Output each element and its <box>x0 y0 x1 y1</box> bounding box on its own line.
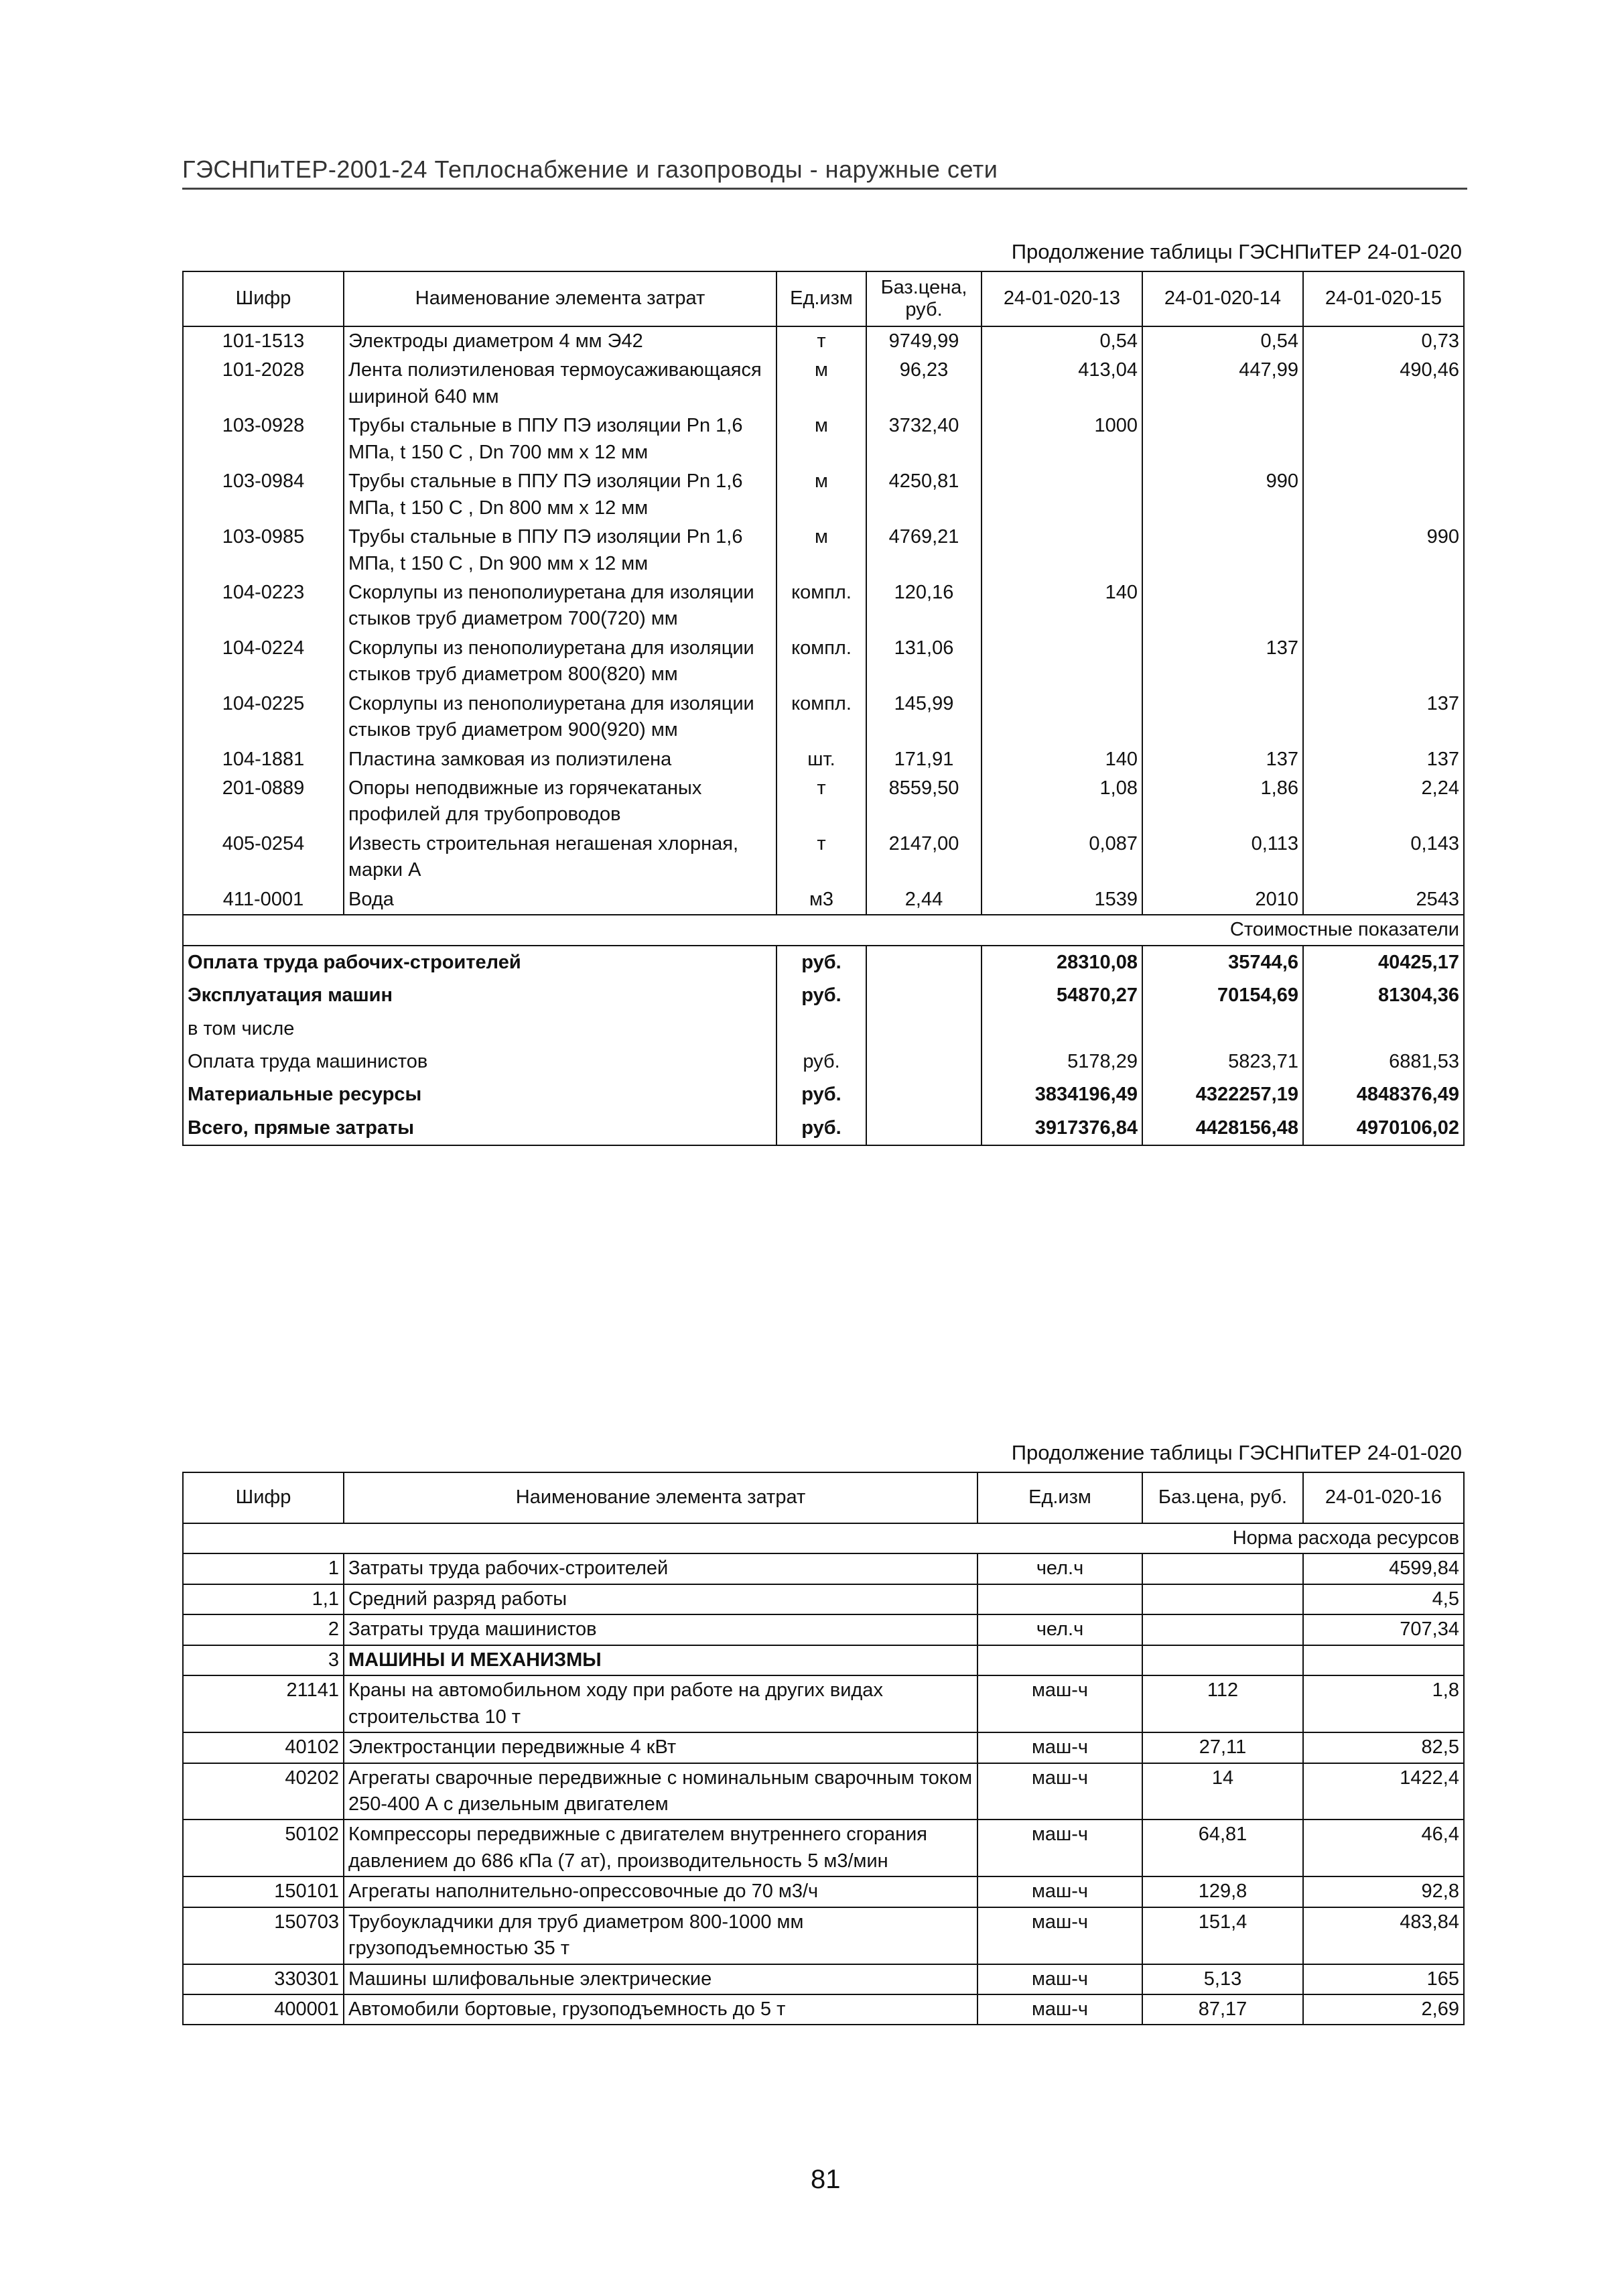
table-row <box>183 774 1464 830</box>
row-unit: т <box>776 326 866 356</box>
summary-name: Оплата труда машинистов <box>183 1045 776 1078</box>
summary-value-14 <box>1142 1013 1303 1045</box>
row-value-14: 0,54 <box>1142 326 1303 356</box>
row-price: 145,99 <box>866 690 982 745</box>
table-row <box>183 523 1464 578</box>
row-price <box>1142 1614 1303 1645</box>
row-value-15: 0,73 <box>1303 326 1464 356</box>
row-value-16: 483,84 <box>1303 1907 1464 1964</box>
row-value-14 <box>1142 523 1303 578</box>
row-name: Агрегаты наполнительно-опрессовочные до 70 м3/ч <box>344 1876 977 1907</box>
row-unit: м <box>776 356 866 411</box>
row-name: Затраты труда рабочих-строителей <box>344 1553 977 1584</box>
row-value-13: 413,04 <box>982 356 1142 411</box>
table-row <box>183 1614 1464 1645</box>
row-price: 151,4 <box>1142 1907 1303 1964</box>
row-code: 50102 <box>183 1820 344 1876</box>
row-price: 14 <box>1142 1763 1303 1820</box>
row-code: 103-0928 <box>183 411 344 467</box>
summary-row <box>183 946 1464 979</box>
table-row <box>183 1876 1464 1907</box>
summary-value-14: 35744,6 <box>1142 946 1303 979</box>
summary-value-14: 5823,71 <box>1142 1045 1303 1078</box>
summary-name: в том числе <box>183 1013 776 1045</box>
table-row <box>183 690 1464 745</box>
row-value-13: 140 <box>982 578 1142 634</box>
row-code: 104-0223 <box>183 578 344 634</box>
summary-row <box>183 1078 1464 1111</box>
row-value-13: 1000 <box>982 411 1142 467</box>
summary-value-15: 6881,53 <box>1303 1045 1464 1078</box>
summary-value-14: 4428156,48 <box>1142 1112 1303 1145</box>
row-unit: т <box>776 830 866 885</box>
row-code: 101-1513 <box>183 326 344 356</box>
table-row <box>183 411 1464 467</box>
row-unit: маш-ч <box>977 1907 1142 1964</box>
row-name: Опоры неподвижные из горячекатаных профилей для трубопроводов <box>344 774 776 830</box>
row-value-14: 447,99 <box>1142 356 1303 411</box>
row-price: 9749,99 <box>866 326 982 356</box>
col-header-price: Баз.цена, руб. <box>866 271 982 326</box>
row-price: 27,11 <box>1142 1732 1303 1763</box>
page-number: 81 <box>811 2165 841 2194</box>
row-price: 5,13 <box>1142 1964 1303 1994</box>
row-price: 3732,40 <box>866 411 982 467</box>
row-unit: маш-ч <box>977 1763 1142 1820</box>
row-unit: маш-ч <box>977 1964 1142 1994</box>
row-code: 405-0254 <box>183 830 344 885</box>
row-code: 21141 <box>183 1675 344 1732</box>
row-code: 2 <box>183 1614 344 1645</box>
summary-unit <box>776 1013 866 1045</box>
row-name: Скорлупы из пенополиуретана для изоляции стыков труб диаметром 700(720) мм <box>344 578 776 634</box>
summary-unit: руб. <box>776 1112 866 1145</box>
row-value-16: 46,4 <box>1303 1820 1464 1876</box>
col-header-24-01-020-13: 24-01-020-13 <box>982 271 1142 326</box>
row-price <box>1142 1645 1303 1675</box>
row-value-14 <box>1142 690 1303 745</box>
row-value-13 <box>982 690 1142 745</box>
summary-price-empty <box>866 1045 982 1078</box>
table-row <box>183 634 1464 690</box>
table-row <box>183 1994 1464 2025</box>
row-name: Агрегаты сварочные передвижные с номинальным сварочным током 250-400 А с дизельным двигателем <box>344 1763 977 1820</box>
row-value-15: 2,24 <box>1303 774 1464 830</box>
section-cost-indicators: Стоимостные показатели <box>183 915 1464 945</box>
row-value-15: 990 <box>1303 523 1464 578</box>
col2-header-code: Шифр <box>183 1472 344 1523</box>
row-code: 104-0224 <box>183 634 344 690</box>
row-code: 40202 <box>183 1763 344 1820</box>
col-header-24-01-020-14: 24-01-020-14 <box>1142 271 1303 326</box>
row-value-16: 2,69 <box>1303 1994 1464 2025</box>
row-code: 104-0225 <box>183 690 344 745</box>
col-header-name: Наименование элемента затрат <box>344 271 776 326</box>
row-value-15: 0,143 <box>1303 830 1464 885</box>
row-code: 1,1 <box>183 1584 344 1614</box>
table-row <box>183 1763 1464 1820</box>
row-name: Затраты труда машинистов <box>344 1614 977 1645</box>
row-value-15: 490,46 <box>1303 356 1464 411</box>
row-name: Пластина замковая из полиэтилена <box>344 745 776 774</box>
row-unit: шт. <box>776 745 866 774</box>
row-unit: т <box>776 774 866 830</box>
summary-name: Материальные ресурсы <box>183 1078 776 1111</box>
table-row <box>183 467 1464 523</box>
summary-row <box>183 979 1464 1012</box>
summary-price-empty <box>866 1078 982 1111</box>
row-name: Вода <box>344 885 776 915</box>
row-value-13: 140 <box>982 745 1142 774</box>
row-price <box>1142 1553 1303 1584</box>
table-row <box>183 1553 1464 1584</box>
row-price: 4769,21 <box>866 523 982 578</box>
row-name: Лента полиэтиленовая термоусаживающаяся шириной 640 мм <box>344 356 776 411</box>
table1-caption: Продолжение таблицы ГЭСНПиТЕР 24-01-020 <box>1011 240 1462 263</box>
summary-row <box>183 1045 1464 1078</box>
row-value-16 <box>1303 1645 1464 1675</box>
row-price: 112 <box>1142 1675 1303 1732</box>
row-unit: маш-ч <box>977 1994 1142 2025</box>
row-unit: маш-ч <box>977 1675 1142 1732</box>
table-row <box>183 1732 1464 1763</box>
row-unit: компл. <box>776 690 866 745</box>
row-unit <box>977 1584 1142 1614</box>
row-unit: м3 <box>776 885 866 915</box>
row-unit: м <box>776 467 866 523</box>
row-value-14: 2010 <box>1142 885 1303 915</box>
row-value-15: 137 <box>1303 745 1464 774</box>
row-value-16: 4,5 <box>1303 1584 1464 1614</box>
row-unit: м <box>776 523 866 578</box>
row-name: Трубоукладчики для труб диаметром 800-1000 мм грузоподъемностью 35 т <box>344 1907 977 1964</box>
row-price <box>1142 1584 1303 1614</box>
row-value-14 <box>1142 578 1303 634</box>
summary-unit: руб. <box>776 1078 866 1111</box>
row-price: 2147,00 <box>866 830 982 885</box>
row-code: 411-0001 <box>183 885 344 915</box>
row-value-13: 1539 <box>982 885 1142 915</box>
row-code: 400001 <box>183 1994 344 2025</box>
row-value-14 <box>1142 411 1303 467</box>
row-value-14: 1,86 <box>1142 774 1303 830</box>
row-value-15: 2543 <box>1303 885 1464 915</box>
row-unit: маш-ч <box>977 1732 1142 1763</box>
row-code: 150703 <box>183 1907 344 1964</box>
row-code: 150101 <box>183 1876 344 1907</box>
summary-value-13: 28310,08 <box>982 946 1142 979</box>
row-name: Средний разряд работы <box>344 1584 977 1614</box>
summary-value-13 <box>982 1013 1142 1045</box>
row-value-15 <box>1303 467 1464 523</box>
row-value-16: 707,34 <box>1303 1614 1464 1645</box>
table-row <box>183 1820 1464 1876</box>
table1 <box>182 271 1465 1146</box>
row-name: Трубы стальные в ППУ ПЭ изоляции Pn 1,6 МПа, t 150 С , Dn 800 мм х 12 мм <box>344 467 776 523</box>
summary-value-15: 4970106,02 <box>1303 1112 1464 1145</box>
summary-unit: руб. <box>776 946 866 979</box>
row-name: Краны на автомобильном ходу при работе на других видах строительства 10 т <box>344 1675 977 1732</box>
row-name: Трубы стальные в ППУ ПЭ изоляции Pn 1,6 МПа, t 150 С , Dn 700 мм х 12 мм <box>344 411 776 467</box>
row-code: 101-2028 <box>183 356 344 411</box>
row-name: Электростанции передвижные 4 кВт <box>344 1732 977 1763</box>
table-row <box>183 1675 1464 1732</box>
table-row <box>183 1584 1464 1614</box>
row-price: 129,8 <box>1142 1876 1303 1907</box>
row-value-16: 92,8 <box>1303 1876 1464 1907</box>
col-header-code: Шифр <box>183 271 344 326</box>
row-code: 1 <box>183 1553 344 1584</box>
row-value-13 <box>982 634 1142 690</box>
row-value-13: 1,08 <box>982 774 1142 830</box>
row-name: Автомобили бортовые, грузоподъемность до 5 т <box>344 1994 977 2025</box>
row-name: Трубы стальные в ППУ ПЭ изоляции Pn 1,6 МПа, t 150 С , Dn 900 мм х 12 мм <box>344 523 776 578</box>
table-row <box>183 1907 1464 1964</box>
row-price: 131,06 <box>866 634 982 690</box>
col2-header-24-01-020-16: 24-01-020-16 <box>1303 1472 1464 1523</box>
row-unit: маш-ч <box>977 1876 1142 1907</box>
table2-caption: Продолжение таблицы ГЭСНПиТЕР 24-01-020 <box>1011 1441 1462 1464</box>
row-value-13: 0,54 <box>982 326 1142 356</box>
table-row <box>183 578 1464 634</box>
summary-price-empty <box>866 946 982 979</box>
row-value-15 <box>1303 634 1464 690</box>
table2-body <box>183 1553 1464 2025</box>
row-unit: чел.ч <box>977 1614 1142 1645</box>
row-unit: чел.ч <box>977 1553 1142 1584</box>
row-value-16: 165 <box>1303 1964 1464 1994</box>
summary-price-empty <box>866 1112 982 1145</box>
row-value-15: 137 <box>1303 690 1464 745</box>
row-value-14: 990 <box>1142 467 1303 523</box>
table-row <box>183 326 1464 356</box>
row-value-13 <box>982 523 1142 578</box>
summary-value-13: 5178,29 <box>982 1045 1142 1078</box>
row-code: 40102 <box>183 1732 344 1763</box>
header-rule <box>182 188 1467 190</box>
row-price: 64,81 <box>1142 1820 1303 1876</box>
table-row <box>183 1645 1464 1675</box>
row-value-14: 0,113 <box>1142 830 1303 885</box>
row-unit: м <box>776 411 866 467</box>
row-name: МАШИНЫ И МЕХАНИЗМЫ <box>344 1645 977 1675</box>
row-value-15 <box>1303 411 1464 467</box>
row-price: 4250,81 <box>866 467 982 523</box>
row-value-16: 1422,4 <box>1303 1763 1464 1820</box>
row-name: Скорлупы из пенополиуретана для изоляции стыков труб диаметром 900(920) мм <box>344 690 776 745</box>
row-unit: маш-ч <box>977 1820 1142 1876</box>
row-price: 120,16 <box>866 578 982 634</box>
summary-name: Эксплуатация машин <box>183 979 776 1012</box>
table-row <box>183 885 1464 915</box>
row-price: 2,44 <box>866 885 982 915</box>
summary-row <box>183 1112 1464 1145</box>
summary-value-14: 4322257,19 <box>1142 1078 1303 1111</box>
table2 <box>182 1472 1465 2025</box>
section-resource-norms: Норма расхода ресурсов <box>183 1523 1464 1553</box>
table1-body <box>183 326 1464 915</box>
table-row <box>183 356 1464 411</box>
row-price: 171,91 <box>866 745 982 774</box>
summary-unit: руб. <box>776 1045 866 1078</box>
summary-unit: руб. <box>776 979 866 1012</box>
summary-value-15 <box>1303 1013 1464 1045</box>
row-name: Компрессоры передвижные с двигателем внутреннего сгорания давлением до 686 кПа (7 ат), производительность 5 м3/мин <box>344 1820 977 1876</box>
summary-price-empty <box>866 979 982 1012</box>
summary-value-15: 81304,36 <box>1303 979 1464 1012</box>
summary-value-13: 3834196,49 <box>982 1078 1142 1111</box>
col-header-unit: Ед.изм <box>776 271 866 326</box>
row-value-15 <box>1303 578 1464 634</box>
summary-value-15: 4848376,49 <box>1303 1078 1464 1111</box>
running-header: ГЭСНПиТЕР-2001-24 Теплоснабжение и газопроводы - наружные сети <box>182 155 998 183</box>
row-unit: компл. <box>776 634 866 690</box>
summary-value-13: 3917376,84 <box>982 1112 1142 1145</box>
col2-header-price: Баз.цена, руб. <box>1142 1472 1303 1523</box>
row-name: Известь строительная негашеная хлорная, марки А <box>344 830 776 885</box>
row-code: 103-0985 <box>183 523 344 578</box>
col2-header-name: Наименование элемента затрат <box>344 1472 977 1523</box>
row-value-14: 137 <box>1142 745 1303 774</box>
row-unit <box>977 1645 1142 1675</box>
row-value-16: 1,8 <box>1303 1675 1464 1732</box>
row-unit: компл. <box>776 578 866 634</box>
row-value-14: 137 <box>1142 634 1303 690</box>
row-name: Электроды диаметром 4 мм Э42 <box>344 326 776 356</box>
table-row <box>183 745 1464 774</box>
row-code: 104-1881 <box>183 745 344 774</box>
summary-value-13: 54870,27 <box>982 979 1142 1012</box>
row-price: 87,17 <box>1142 1994 1303 2025</box>
row-value-16: 4599,84 <box>1303 1553 1464 1584</box>
row-code: 330301 <box>183 1964 344 1994</box>
row-name: Машины шлифовальные электрические <box>344 1964 977 1994</box>
col-header-24-01-020-15: 24-01-020-15 <box>1303 271 1464 326</box>
row-value-13: 0,087 <box>982 830 1142 885</box>
table-row <box>183 830 1464 885</box>
summary-price-empty <box>866 1013 982 1045</box>
summary-value-15: 40425,17 <box>1303 946 1464 979</box>
table-row <box>183 1964 1464 1994</box>
row-code: 201-0889 <box>183 774 344 830</box>
summary-value-14: 70154,69 <box>1142 979 1303 1012</box>
row-name: Скорлупы из пенополиуретана для изоляции стыков труб диаметром 800(820) мм <box>344 634 776 690</box>
row-value-13 <box>982 467 1142 523</box>
summary-row <box>183 1013 1464 1045</box>
summary-name: Всего, прямые затраты <box>183 1112 776 1145</box>
table1-summary <box>183 946 1464 1146</box>
col2-header-unit: Ед.изм <box>977 1472 1142 1523</box>
row-price: 8559,50 <box>866 774 982 830</box>
summary-name: Оплата труда рабочих-строителей <box>183 946 776 979</box>
row-price: 96,23 <box>866 356 982 411</box>
row-code: 3 <box>183 1645 344 1675</box>
row-value-16: 82,5 <box>1303 1732 1464 1763</box>
row-code: 103-0984 <box>183 467 344 523</box>
